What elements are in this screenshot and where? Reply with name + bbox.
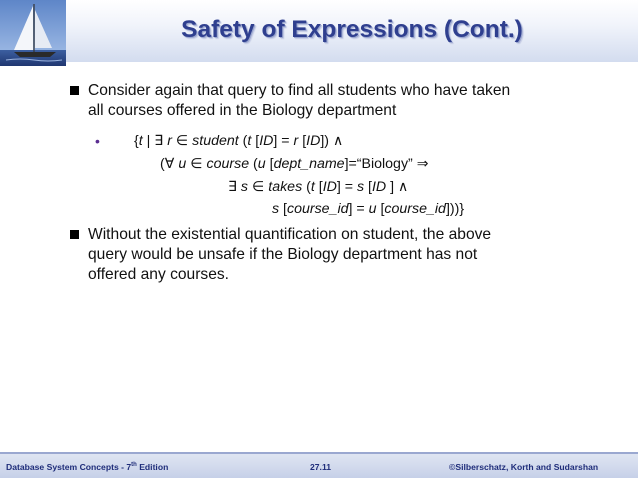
formula-line-2: (∀ u ∈ course (u [dept_name]=“Biology” ⇒: [160, 156, 429, 172]
formula-line-1: {t | ∃ r ∈ student (t [ID] = r [ID]) ∧: [134, 133, 344, 149]
bullet-2-line-1: Without the existential quantification on student, the above: [88, 226, 492, 243]
bullet-square-icon: [70, 230, 79, 239]
bullet-1-line-1: Consider again that query to find all students who have taken: [88, 82, 511, 99]
bullet-2-line-3: offered any courses.: [88, 266, 230, 283]
footer-page-number: 27.11: [310, 462, 332, 472]
bullet-1-line-2: all courses offered in the Biology department: [88, 102, 397, 119]
sub-bullet-marker: •: [95, 133, 100, 149]
formula-line-4: s [course_id] = u [course_id]))}: [272, 201, 465, 217]
formula-line-3: ∃ s ∈ takes (t [ID] = s [ID ] ∧: [228, 179, 409, 195]
bullet-2-line-2: query would be unsafe if the Biology department has not: [88, 246, 478, 263]
bullet-square-icon: [70, 86, 79, 95]
footer-copyright: ©Silberschatz, Korth and Sudarshan: [449, 462, 599, 472]
slide-title: Safety of Expressions (Cont.): [181, 16, 523, 43]
footer-book-title: Database System Concepts - 7th Edition: [6, 462, 169, 472]
